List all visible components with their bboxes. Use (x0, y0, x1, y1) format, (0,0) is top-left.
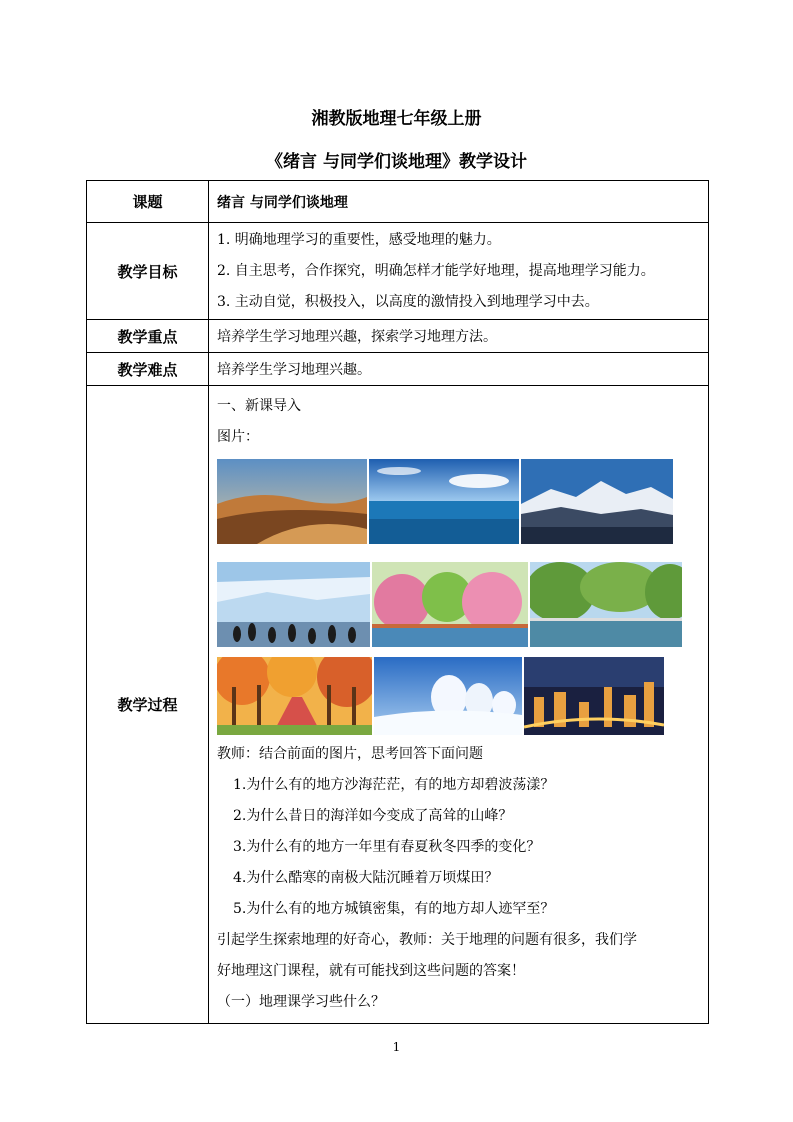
goals-label: 教学目标 (87, 223, 209, 320)
winter-snow-photo (374, 657, 522, 735)
question-item: 5.为什么有的地方城镇密集，有的地方却人迹罕至？ (233, 901, 555, 917)
process-content (209, 386, 709, 1024)
autumn-trees-photo (217, 657, 372, 735)
goal-item: 3. 主动自觉，积极投入，以高度的激情投入到地理学习中去。 (217, 293, 599, 310)
subsection-heading: （一）地理课学习些什么？ (217, 994, 385, 1010)
snow-mountain-photo (521, 459, 673, 544)
goal-item: 1. 明确地理学习的重要性，感受地理的魅力。 (217, 231, 501, 248)
goal-item: 2. 自主思考，合作探究，明确怎样才能学好地理，提高地理学习能力。 (217, 262, 655, 279)
page-number: 1 (392, 1040, 401, 1054)
question-item: 2.为什么昔日的海洋如今变成了高耸的山峰？ (233, 808, 513, 824)
city-night-photo (524, 657, 664, 735)
topic-label: 课题 (87, 181, 209, 223)
teacher-prompt: 教师：结合前面的图片，思考回答下面问题 (217, 746, 483, 762)
closing-text: 引起学生探索地理的好奇心，教师：关于地理的问题有很多，我们学 (217, 932, 637, 948)
table-row-goals (87, 223, 709, 320)
closing-text: 好地理这门课程，就有可能找到这些问题的答案！ (217, 963, 525, 979)
table-row-process (87, 386, 709, 1024)
difficulty-label: 教学难点 (87, 353, 209, 386)
question-item: 1.为什么有的地方沙海茫茫，有的地方却碧波荡漾？ (233, 777, 555, 793)
spring-blossom-photo (372, 562, 528, 647)
desert-photo (217, 459, 367, 544)
document-subtitle: 《绪言 与同学们谈地理》教学设计 (266, 152, 527, 172)
lesson-plan-table (86, 180, 709, 1024)
table-row-key-points (87, 320, 709, 353)
key-points-value: 培养学生学习地理兴趣，探索学习地理方法。 (209, 320, 709, 353)
difficulty-value: 培养学生学习地理兴趣。 (209, 353, 709, 386)
table-row-difficulty (87, 353, 709, 386)
table-row-topic (87, 181, 709, 223)
key-points-label: 教学重点 (87, 320, 209, 353)
question-item: 3.为什么有的地方一年里有春夏秋冬四季的变化？ (233, 839, 541, 855)
pictures-label: 图片： (217, 429, 259, 445)
ocean-photo (369, 459, 519, 544)
goals-list (209, 223, 709, 320)
question-item: 4.为什么酷寒的南极大陆沉睡着万顷煤田？ (233, 870, 499, 886)
antarctic-penguins-photo (217, 562, 370, 647)
section-heading: 一、新课导入 (217, 398, 301, 414)
document-title: 湘教版地理七年级上册 (311, 109, 482, 129)
topic-value: 绪言 与同学们谈地理 (209, 181, 709, 223)
process-label: 教学过程 (87, 386, 209, 1024)
willow-lake-photo (530, 562, 682, 647)
